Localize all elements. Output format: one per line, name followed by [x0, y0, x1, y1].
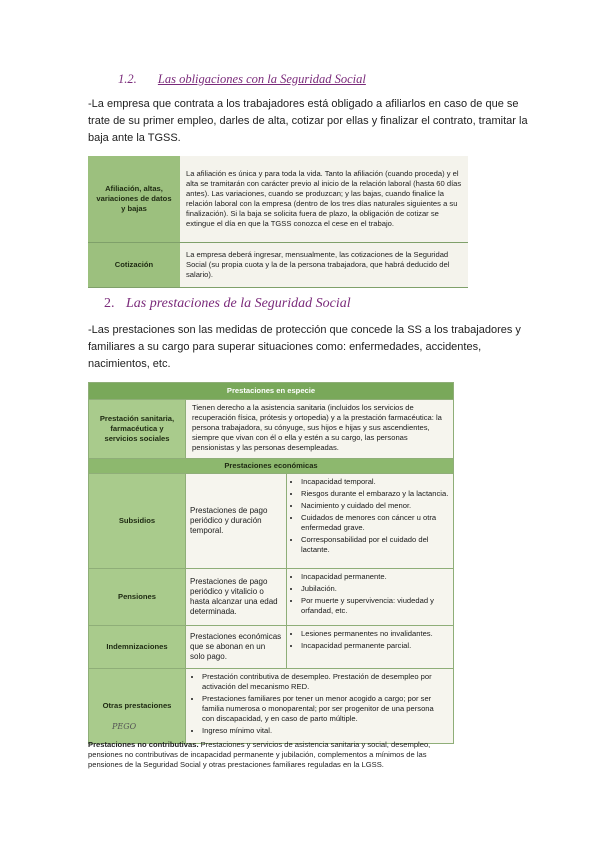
- table-row: [89, 474, 454, 569]
- heading-number: 2.: [104, 296, 115, 311]
- handwritten-note: PEGO: [112, 722, 137, 731]
- row-list: [287, 474, 454, 569]
- table-obligaciones: [88, 156, 468, 288]
- paragraph-prestaciones: -Las prestaciones son las medidas de protección que concede la SS a los trabajadores y familiares a su cargo para superar situaciones como: enfermedades, accidentes, nacimientos, etc.: [88, 324, 521, 370]
- table-row: [89, 626, 454, 669]
- table-prestaciones-image: [88, 382, 454, 738]
- section-heading-2: [104, 296, 351, 312]
- footnote-bold: Prestaciones no contributivas.: [88, 740, 199, 749]
- list-item: • Cuidados de menores con cáncer u otra enfermedad grave.: [301, 513, 449, 533]
- row-label: Cotización: [88, 243, 180, 288]
- list-item: • Incapacidad temporal.: [301, 477, 449, 487]
- heading-text: Las prestaciones de la Seguridad Social: [126, 296, 351, 311]
- list-item: • Nacimiento y cuidado del menor.: [301, 501, 449, 511]
- section-heading-1-2: [118, 72, 366, 87]
- row-mid: Prestaciones de pago periódico y duración temporal.: [186, 474, 287, 569]
- row-label: Pensiones: [89, 569, 186, 626]
- row-list: [186, 669, 454, 744]
- list-item: • Corresponsabilidad por el cuidado del lactante.: [301, 535, 449, 555]
- row-label: Otras prestaciones: [89, 669, 186, 744]
- table-prestaciones: [88, 382, 454, 744]
- footnote-text: Prestaciones y servicios de asistencia sanitaria y social, desempleo, pensiones no contributivas de incapacidad permanente y jubilación, complementos a mínimos de las pensiones de la Seguridad Social y otras prestaciones familiares reguladas en la LGSS.: [88, 740, 431, 769]
- row-text: La afiliación es única y para toda la vida. Tanto la afiliación (cuando proceda) y el alta se tramitarán con carácter previo al inicio de la relación laboral (hasta 60 días antes). Las variaciones, cuando se produzcan; y las bajas, cuando finalice la relación laboral con la empresa (dentro de los tres días naturales siguientes a su finalización). Si la baja se solicita fuera de plazo, la obligación de cotizar se extingue el día en que la TGSS conozca el cese en el trabajo.: [180, 156, 468, 243]
- list-item: • Por muerte y supervivencia: viudedad y orfandad, etc.: [301, 596, 449, 616]
- row-text: Tienen derecho a la asistencia sanitaria (incluidos los servicios de recuperación física, prótesis y ortopedia) y a la prestación farmacéutica: la persona trabajadora, su cónyuge, sus hijos e hijas y sus ascendientes, siempre que vivan con él o ella y estén a su cargo, las personas pensionistas y las personas desempleadas.: [186, 400, 454, 459]
- table-obligaciones-image: [88, 156, 468, 284]
- table-row: [89, 383, 454, 400]
- row-mid: Prestaciones de pago periódico y vitalicio o hasta alcanzar una edad determinada.: [186, 569, 287, 626]
- header-especie: Prestaciones en especie: [89, 383, 454, 400]
- table-row: [89, 569, 454, 626]
- list-item: • Lesiones permanentes no invalidantes.: [301, 629, 449, 639]
- row-text: La empresa deberá ingresar, mensualmente, las cotizaciones de la Seguridad Social (su propia cuota y la de la persona trabajadora, que habrá deducido del salario).: [180, 243, 468, 288]
- row-list: [287, 626, 454, 669]
- list-item: • Prestación contributiva de desempleo. Prestación de desempleo por activación del mecanismo RED.: [202, 672, 447, 692]
- header-economicas: Prestaciones económicas: [89, 459, 454, 474]
- row-label: Indemnizaciones: [89, 626, 186, 669]
- footnote: [88, 740, 454, 770]
- list-item: • Ingreso mínimo vital.: [202, 726, 447, 736]
- table-row: [89, 400, 454, 459]
- table-row: [88, 156, 468, 243]
- row-mid: Prestaciones económicas que se abonan en un solo pago.: [186, 626, 287, 669]
- table-row: [89, 669, 454, 744]
- list-item: • Jubilación.: [301, 584, 449, 594]
- table-row: [89, 459, 454, 474]
- heading-text: Las obligaciones con la Seguridad Social: [157, 72, 366, 86]
- list-item: • Prestaciones familiares por tener un menor acogido a cargo; por ser familia numerosa o monoparental; por ser progenitor de una persona con discapacidad, y en caso de parto múltiple.: [202, 694, 447, 724]
- list-item: • Riesgos durante el embarazo y la lactancia.: [301, 489, 449, 499]
- list-item: • Incapacidad permanente parcial.: [301, 641, 449, 651]
- row-label: Subsidios: [89, 474, 186, 569]
- heading-number: 1.2.: [118, 72, 137, 86]
- list-item: • Incapacidad permanente.: [301, 572, 449, 582]
- row-label: Afiliación, altas, variaciones de datos y bajas: [88, 156, 180, 243]
- row-list: [287, 569, 454, 626]
- table-row: [88, 243, 468, 288]
- row-label: Prestación sanitaria, farmacéutica y servicios sociales: [89, 400, 186, 459]
- paragraph-obligaciones: -La empresa que contrata a los trabajadores está obligado a afiliarlos en caso de que se trate de su primer empleo, darles de alta, cotizar por ellas y finalizar el contrato, tramitar la baja ante la TGSS.: [88, 98, 528, 144]
